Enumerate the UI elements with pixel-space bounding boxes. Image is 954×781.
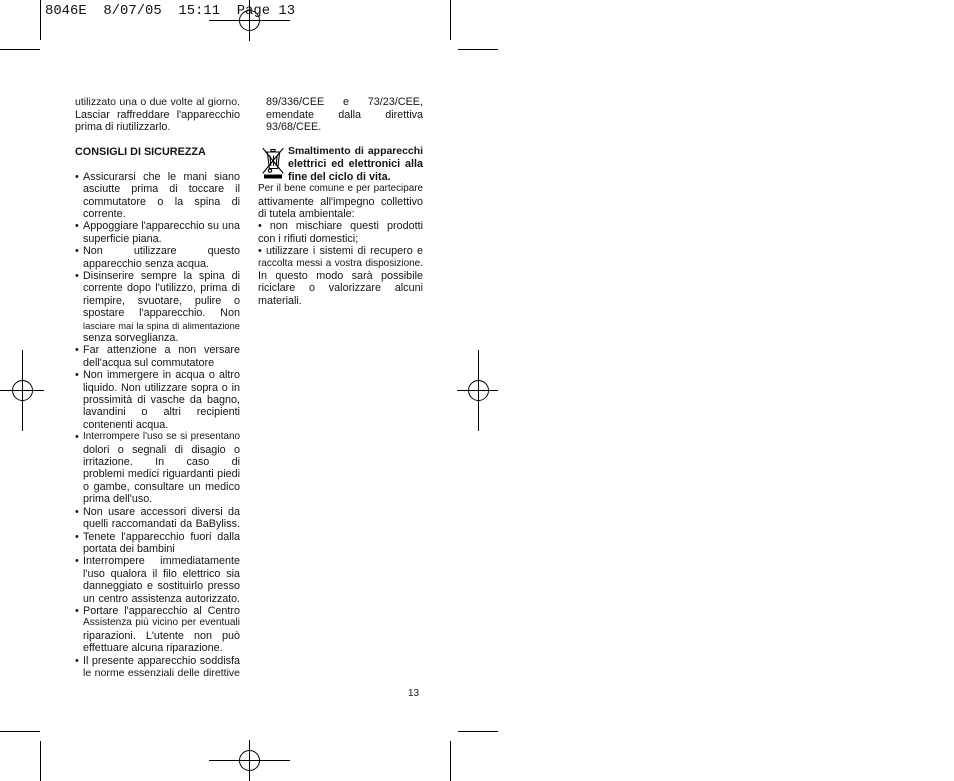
paragraph-spacer <box>75 134 240 146</box>
text-line: corrente dopo l'utilizzo, prima di <box>83 282 240 295</box>
text-line: emendate dalla direttiva <box>266 108 423 121</box>
text-line: lavandini o altri recipienti <box>83 406 240 419</box>
section-heading: CONSIGLI DI SICUREZZA <box>75 145 206 158</box>
bullet-glyph: • <box>75 369 79 382</box>
list-item-text <box>83 344 240 369</box>
registration-mark-left <box>0 350 44 431</box>
list-item <box>75 270 240 344</box>
text-line: prima di riutilizzarlo. <box>75 121 171 134</box>
left-column <box>75 96 240 679</box>
text-line: corrente. <box>83 207 126 220</box>
text-line: problemi medici riguardanti piedi <box>83 468 240 481</box>
text-line: spostare l'apparecchio. Non <box>83 307 240 320</box>
crossed-out-wheelie-bin-icon <box>261 145 285 179</box>
text-line: commutatore o la spina di <box>83 195 240 208</box>
crop-mark-top-right <box>451 0 499 50</box>
text-line: senza sorveglianza. <box>83 332 179 345</box>
text-line: • non mischiare questi prodotti <box>258 220 423 233</box>
text-line: Portare l'apparecchio al Centro <box>83 604 240 617</box>
list-item <box>75 605 240 655</box>
bullet-glyph: • <box>75 555 79 568</box>
crop-mark-bottom-left <box>0 732 41 781</box>
bullet-glyph: • <box>75 344 79 357</box>
text-line: • utilizzare i sistemi di recupero e <box>258 245 423 258</box>
list-item <box>75 220 240 245</box>
text-line: riempire, svuotare, pulire o <box>83 294 240 307</box>
list-item <box>75 655 240 680</box>
text-line: materiali. <box>258 294 302 307</box>
text-line: apparecchio senza acqua. <box>83 257 210 270</box>
bullet-glyph: • <box>75 220 79 233</box>
text-line: un centro assistenza autorizzato. <box>83 592 240 605</box>
text-line: riciclare o valorizzare alcuni <box>258 282 423 295</box>
page-number: 13 <box>408 688 420 699</box>
list-item <box>75 369 240 431</box>
disposal-heading <box>288 146 423 183</box>
list-item-text <box>83 171 240 221</box>
text-line: prossimità di vasche da bagno, <box>83 394 240 407</box>
crop-mark-bottom-right <box>451 732 499 781</box>
text-line: quelli raccomandati da BaByliss. <box>83 518 240 531</box>
text-line: prima dell'uso. <box>83 493 153 506</box>
text-line: lasciare mai la spina di alimentazione <box>83 320 240 331</box>
disposal-list <box>258 220 423 307</box>
list-item-text <box>258 245 423 307</box>
text-line: effettuare alcuna riparazione. <box>83 642 223 655</box>
text-line: Tenete l'apparecchio fuori dalla <box>83 530 240 543</box>
text-line: di tutela ambientale: <box>258 207 355 220</box>
list-item <box>75 531 240 556</box>
text-line: contenenti acqua. <box>83 418 169 431</box>
text-line: o gambe, consultare un medico <box>83 480 240 493</box>
bullet-glyph: • <box>75 245 79 258</box>
bullet-glyph: • <box>75 654 79 667</box>
text-line: Assicurarsi che le mani siano <box>83 170 240 183</box>
registration-mark-bottom <box>209 740 290 781</box>
registration-mark-right <box>457 350 498 431</box>
list-item-text <box>83 245 240 270</box>
text-line: Disinserire sempre la spina di <box>83 269 240 282</box>
list-item <box>258 245 423 307</box>
bullet-glyph: • <box>75 604 79 617</box>
text-line: raccolta messi a vostra disposizione. <box>258 257 423 269</box>
bullet-glyph: • <box>75 269 79 282</box>
text-line: 89/336/CEE e 73/23/CEE, <box>266 96 423 109</box>
list-item-text <box>83 506 240 531</box>
list-item <box>75 506 240 531</box>
print-slug: 8046E 8/07/05 15:11 Page 13 <box>45 3 296 19</box>
intro-paragraph <box>75 96 240 133</box>
text-line: Appoggiare l'apparecchio su una <box>83 220 240 233</box>
text-line: Non immergere in acqua o altro <box>83 369 240 382</box>
text-line: Lasciar raffreddare l'apparecchio <box>75 108 240 121</box>
bullet-glyph: • <box>75 170 79 183</box>
text-line: fine del ciclo di vita. <box>288 170 391 183</box>
text-line: Non utilizzare questo <box>83 245 240 258</box>
text-line: Far attenzione a non versare <box>83 344 240 357</box>
text-line: riparazioni. L'utente non può <box>83 629 240 642</box>
list-item <box>75 245 240 270</box>
bullet-glyph: • <box>75 431 79 444</box>
text-line: utilizzato una o due volte al giorno. <box>75 96 240 109</box>
directive-continuation <box>266 96 423 133</box>
right-column <box>258 96 423 307</box>
list-item-text <box>83 220 240 245</box>
bullet-glyph: • <box>75 505 79 518</box>
list-item <box>75 431 240 505</box>
disposal-intro <box>258 183 423 220</box>
text-line: attivamente all'impegno collettivo <box>258 195 423 208</box>
list-item-text <box>83 531 240 556</box>
list-item-text <box>83 655 240 680</box>
list-item <box>75 555 240 605</box>
list-item <box>75 171 240 221</box>
text-line: superficie piana. <box>83 232 162 245</box>
text-line: In questo modo sarà possibile <box>258 269 423 282</box>
text-line: Interrompere l'uso se si presentano <box>83 431 240 443</box>
crop-mark-top-left <box>0 0 41 50</box>
disposal-notice <box>258 146 423 183</box>
text-line: Il presente apparecchio soddisfa <box>83 654 240 667</box>
list-item-text <box>83 369 240 431</box>
text-line: portata dei bambini <box>83 542 175 555</box>
text-line: Interrompere immediatamente <box>83 555 240 568</box>
text-line: liquido. Non utilizzare sopra o in <box>83 381 240 394</box>
text-line: Assistenza più vicino per eventuali <box>83 617 240 629</box>
list-item <box>75 344 240 369</box>
text-line: Smaltimento di apparecchi <box>288 145 423 157</box>
list-item <box>258 220 423 245</box>
list-item-text <box>83 555 240 605</box>
text-line: Non usare accessori diversi da <box>83 505 240 518</box>
safety-list <box>75 171 240 680</box>
text-line: le norme essenziali delle direttive <box>83 666 240 679</box>
text-line: Per il bene comune e per partecipare <box>258 183 423 195</box>
list-item-text <box>83 270 240 344</box>
text-line: dolori o segnali di disagio o <box>83 443 240 456</box>
text-line: con i rifiuti domestici; <box>258 232 359 245</box>
text-line: dell'acqua sul commutatore <box>83 356 215 369</box>
text-line: l'uso qualora il filo elettrico sia <box>83 567 240 580</box>
text-line: 93/68/CEE. <box>266 121 322 134</box>
list-item-text <box>83 431 240 505</box>
list-item-text <box>83 605 240 655</box>
text-line: irritazione. In caso di <box>83 456 240 469</box>
text-line: asciutte prima di toccare il <box>83 183 240 196</box>
text-line: elettrici ed elettronici alla <box>288 158 423 171</box>
list-item-text <box>258 220 423 245</box>
bullet-glyph: • <box>75 530 79 543</box>
text-line: danneggiato e sostituirlo presso <box>83 580 240 593</box>
paragraph-spacer <box>75 158 240 170</box>
